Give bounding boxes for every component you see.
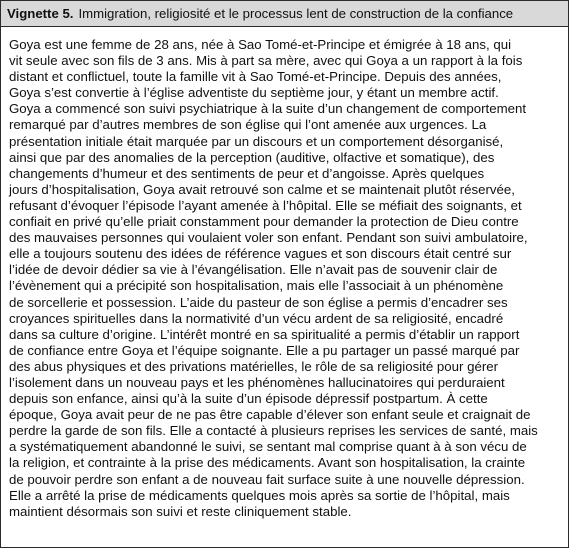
text-line: Goya a commencé son suivi psychiatrique à la suite d’un changement de comportement	[9, 101, 527, 117]
text-line: confiait en privé qu’elle priait constamment pour demander la protection de Dieu contre	[9, 214, 519, 230]
text-line: Elle a arrêté la prise de médicaments quelques mois après sa sortie de l’hôpital, mais	[9, 487, 510, 503]
vignette-label: Vignette 5.	[7, 6, 74, 21]
text-line: Goya est une femme de 28 ans, née à Sao Tomé-et-Principe et émigrée à 18 ans, qui	[9, 37, 512, 52]
text-line: ainsi que par des anomalies de la perception (auditive, olfactive et somatique), des	[9, 149, 495, 165]
vignette-paragraph	[9, 37, 560, 520]
text-line: de pouvoir perdre son enfant a de nouveau fait surface suite à une nouvelle dépression.	[9, 471, 525, 487]
vignette-title: Immigration, religiosité et le processus lent de construction de la confiance	[78, 6, 514, 21]
text-line: vit seule avec son fils de 3 ans. Mis à part sa mère, avec qui Goya a un rapport à la fois	[9, 53, 523, 69]
text-line: l’idée de devoir dédier sa vie à l’évangélisation. Elle n’avait pas de souvenir clair de	[9, 262, 498, 278]
text-line: la religion, et contrainte à la prise des médicaments. Avant son hospitalisation, la crainte	[9, 455, 526, 471]
text-line: elle a toujours soutenu des idées de référence vagues et son discours était centré sur	[9, 246, 512, 262]
text-line: l’évènement qui a précipité son hospitalisation, mais elle l’associait à un phénomène	[9, 278, 504, 294]
text-line: des abus physiques et des privations matérielles, le rôle de sa religiosité pour gérer	[9, 358, 499, 374]
text-line: croyances spirituelles dans la normativité d’un vécu ardent de sa religiosité, encadré	[9, 310, 504, 326]
text-line: maintient désormais son suivi et reste cliniquement stable.	[9, 503, 352, 519]
text-line: époque, Goya avait peur de ne pas être capable d’élever son enfant seule et craignait de	[9, 407, 531, 423]
text-line: perdre la garde de son fils. Elle a contacté à plusieurs reprises les services de santé, mais	[9, 423, 538, 439]
text-line: l’isolement dans un nouveau pays et les phénomènes hallucinatoires qui perduraient	[9, 374, 505, 390]
text-line: présentation initiale était marquée par un discours et un comportement désorganisé,	[9, 133, 504, 149]
vignette-body	[1, 27, 568, 520]
text-line: distant et conflictuel, toute la famille vit à Sao Tomé-et-Principe. Depuis des années,	[9, 69, 502, 85]
vignette-header	[1, 1, 568, 27]
text-line: dans sa culture d’origine. L’intérêt montré en sa spiritualité a permis d’établir un rapport	[9, 326, 520, 342]
text-line: depuis son enfance, ainsi qu’à la suite d’un épisode dépressif postpartum. À cette	[9, 391, 488, 407]
text-line: de confiance entre Goya et l’équipe soignante. Elle a pu partager un passé marqué par	[9, 342, 520, 358]
text-line: Goya s’est convertie à l’église adventiste du septième jour, y étant un membre actif.	[9, 85, 499, 101]
text-line: remarqué par d’autres membres de son église qui l’ont amenée aux urgences. La	[9, 117, 487, 133]
text-line: des mauvaises personnes qui voulaient voler son enfant. Pendant son suivi ambulatoire,	[9, 230, 528, 246]
text-line: jours d’hospitalisation, Goya avait retrouvé son calme et se maintenait plutôt réservée,	[9, 181, 515, 197]
text-line: a systématiquement abandonné le suivi, se sentant mal comprise quant à à son vécu de	[9, 439, 527, 455]
text-line: de sorcellerie et possession. L’aide du pasteur de son église a permis d’encadrer ses	[9, 294, 508, 310]
text-line: refusant d’évoquer l’épisode l’ayant amenée à l’hôpital. Elle se méfiait des soignants, et	[9, 197, 522, 213]
text-line: changements d’humeur et des sentiments de peur et d’angoisse. Après quelques	[9, 165, 485, 181]
